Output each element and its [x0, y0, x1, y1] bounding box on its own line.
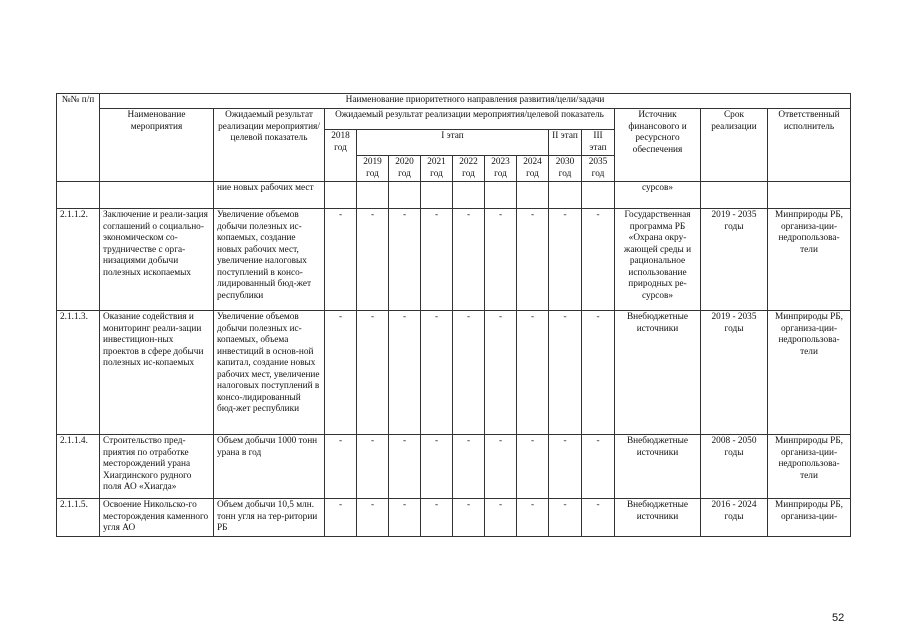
row-num: 2.1.1.2.	[57, 209, 100, 311]
row-result: Объем добычи 10,5 млн. тонн угля на тер-ритории РБ	[214, 499, 325, 537]
header-responsible: Ответственный исполнитель	[768, 109, 851, 182]
header-stage-2: II этап	[549, 130, 582, 156]
row-value: -	[357, 209, 389, 311]
row-value: -	[421, 435, 453, 499]
row-value: -	[453, 499, 485, 537]
header-year: 2035 год	[582, 156, 615, 182]
row-value: -	[549, 435, 582, 499]
header-year: 2023 год	[485, 156, 517, 182]
header-expected-group: Ожидаемый результат реализации мероприятия/целевой показатель	[325, 109, 615, 130]
row-value: -	[582, 435, 615, 499]
row-source: сурсов»	[615, 182, 701, 209]
row-value: -	[485, 311, 517, 435]
row-name	[100, 182, 214, 209]
row-value	[325, 182, 357, 209]
row-value: -	[325, 499, 357, 537]
row-value	[517, 182, 549, 209]
row-value: -	[421, 209, 453, 311]
row-result: Увеличение объемов добычи полезных ис-копаемых, объема инвестиций в основ-ной капитал, создание новых рабочих мест, увеличение налоговых поступлений в консо-лидированный бюд-жет республики	[214, 311, 325, 435]
row-value	[453, 182, 485, 209]
row-num	[57, 182, 100, 209]
row-term: 2019 - 2035 годы	[701, 209, 768, 311]
row-value: -	[517, 499, 549, 537]
row-responsible: Минприроды РБ, организа-ции-недропользова-тели	[768, 311, 851, 435]
row-value: -	[453, 311, 485, 435]
row-value	[485, 182, 517, 209]
row-result: Объем добычи 1000 тонн урана в год	[214, 435, 325, 499]
header-expected-result: Ожидаемый результат реализации мероприятия/целевой показатель	[214, 109, 325, 182]
row-value: -	[453, 209, 485, 311]
header-num: №№ п/п	[57, 94, 100, 182]
row-value: -	[357, 311, 389, 435]
header-year: 2021 год	[421, 156, 453, 182]
row-value: -	[517, 435, 549, 499]
row-value: -	[582, 311, 615, 435]
table-row	[57, 209, 851, 311]
row-value: -	[453, 435, 485, 499]
row-value: -	[389, 311, 421, 435]
row-responsible: Минприроды РБ, организа-ции-недропользова-тели	[768, 209, 851, 311]
header-source: Источник финансового и ресурсного обеспечения	[615, 109, 701, 182]
row-term: 2019 - 2035 годы	[701, 311, 768, 435]
page-number: 52	[832, 612, 845, 624]
row-value: -	[485, 435, 517, 499]
row-value: -	[325, 435, 357, 499]
row-name: Строительство пред-приятия по отработке месторождений урана Хиагдинского рудного поля АО «Хиагда»	[100, 435, 214, 499]
header-year: 2030 год	[549, 156, 582, 182]
row-value	[389, 182, 421, 209]
header-stage-3: III этап	[582, 130, 615, 156]
row-value: -	[517, 311, 549, 435]
header-stage-1: I этап	[357, 130, 549, 156]
header-year: 2020 год	[389, 156, 421, 182]
row-name: Оказание содействия и мониторинг реали-зации инвестицион-ных проектов в сфере добычи полезных ис-копаемых	[100, 311, 214, 435]
row-responsible	[768, 182, 851, 209]
table-row	[57, 311, 851, 435]
table-row	[57, 182, 851, 209]
row-source: Внебюджетные источники	[615, 499, 701, 537]
row-responsible: Минприроды РБ, организа-ции-	[768, 499, 851, 537]
row-value: -	[389, 209, 421, 311]
table-row	[57, 435, 851, 499]
row-value	[421, 182, 453, 209]
row-responsible: Минприроды РБ, организа-ции-недропользова-тели	[768, 435, 851, 499]
row-term: 2016 - 2024 годы	[701, 499, 768, 537]
row-name: Освоение Никольско-го месторождения каменного угля АО	[100, 499, 214, 537]
row-source: Государственная программа РБ «Охрана окру-жающей среды и рациональное использование природных ре-сурсов»	[615, 209, 701, 311]
row-term	[701, 182, 768, 209]
row-value: -	[357, 499, 389, 537]
row-source: Внебюджетные источники	[615, 311, 701, 435]
header-year: 2024 год	[517, 156, 549, 182]
row-value: -	[549, 311, 582, 435]
row-value: -	[325, 209, 357, 311]
table-row	[57, 499, 851, 537]
row-value	[549, 182, 582, 209]
header-year: 2019 год	[357, 156, 389, 182]
header-name: Наименование мероприятия	[100, 109, 214, 182]
row-value: -	[485, 209, 517, 311]
row-value: -	[549, 499, 582, 537]
row-value	[357, 182, 389, 209]
row-num: 2.1.1.5.	[57, 499, 100, 537]
row-num: 2.1.1.3.	[57, 311, 100, 435]
row-value: -	[389, 499, 421, 537]
header-year-2018: 2018 год	[325, 130, 357, 182]
row-value	[582, 182, 615, 209]
row-num: 2.1.1.4.	[57, 435, 100, 499]
row-value: -	[582, 499, 615, 537]
row-source: Внебюджетные источники	[615, 435, 701, 499]
row-value: -	[421, 499, 453, 537]
row-value: -	[517, 209, 549, 311]
row-value: -	[485, 499, 517, 537]
row-value: -	[421, 311, 453, 435]
header-priority: Наименование приоритетного направления развития/цели/задачи	[100, 94, 851, 109]
row-value: -	[357, 435, 389, 499]
row-value: -	[325, 311, 357, 435]
header-year: 2022 год	[453, 156, 485, 182]
measures-table	[56, 93, 851, 537]
row-name: Заключение и реали-зация соглашений о социально-экономическом со-трудничестве с орга-низациями добычи полезных ископаемых	[100, 209, 214, 311]
row-result: ние новых рабочих мест	[214, 182, 325, 209]
row-result: Увеличение объемов добычи полезных ис-копаемых, создание новых рабочих мест, увеличение налоговых поступлений в консо-лидированный бюд-жет республики	[214, 209, 325, 311]
row-term: 2008 - 2050 годы	[701, 435, 768, 499]
row-value: -	[582, 209, 615, 311]
row-value: -	[549, 209, 582, 311]
header-term: Срок реализации	[701, 109, 768, 182]
row-value: -	[389, 435, 421, 499]
